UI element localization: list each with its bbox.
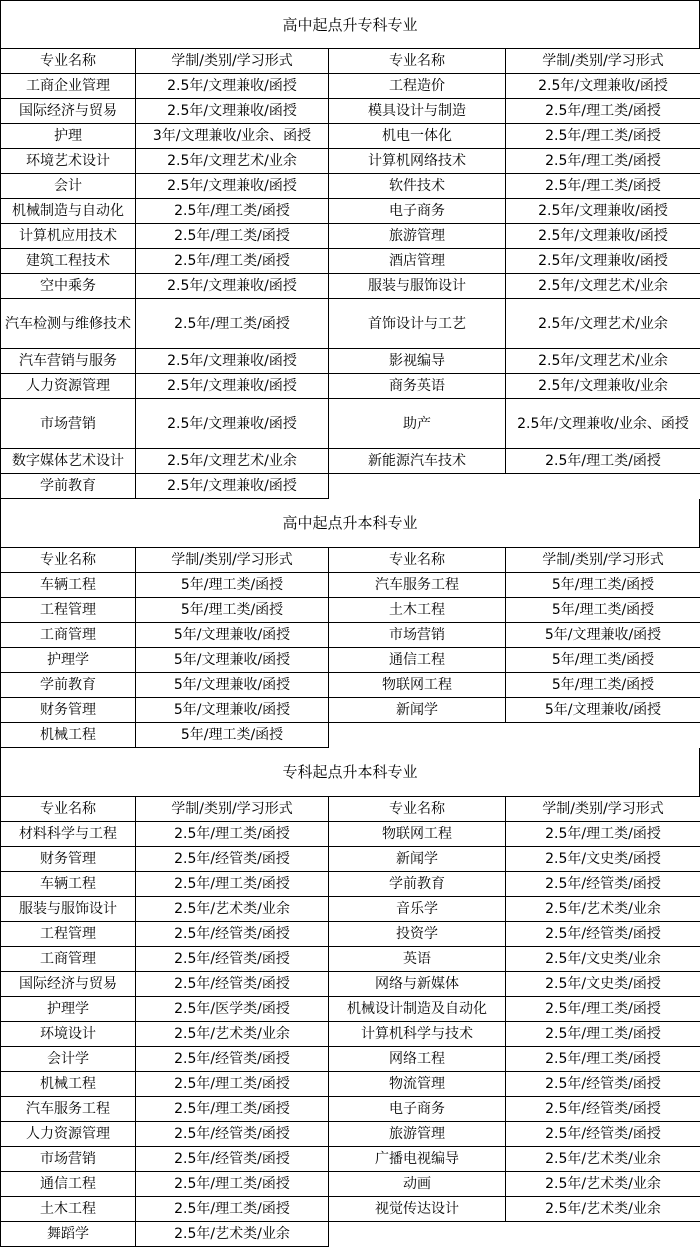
major-name-cell: 软件技术 bbox=[329, 174, 506, 199]
table-row bbox=[1, 972, 700, 997]
program-info-cell: 5年/理工类/函授 bbox=[506, 673, 700, 698]
table-row bbox=[1, 1197, 700, 1222]
major-table bbox=[0, 547, 700, 748]
major-name-cell: 护理学 bbox=[1, 648, 136, 673]
program-info-cell: 2.5年/文史类/业余 bbox=[506, 947, 700, 972]
program-info-cell: 2.5年/文理兼收/函授 bbox=[136, 399, 329, 449]
table-header-row bbox=[1, 548, 700, 573]
program-info-cell: 2.5年/文史类/函授 bbox=[506, 847, 700, 872]
major-name-cell: 车辆工程 bbox=[1, 872, 136, 897]
empty-cell bbox=[329, 1222, 506, 1247]
table-row bbox=[1, 74, 700, 99]
major-name-cell: 汽车服务工程 bbox=[1, 1097, 136, 1122]
major-table bbox=[0, 48, 700, 499]
table-row bbox=[1, 99, 700, 124]
major-name-cell: 投资学 bbox=[329, 922, 506, 947]
major-name-cell: 电子商务 bbox=[329, 1097, 506, 1122]
program-info-cell: 2.5年/文理艺术/业余 bbox=[506, 274, 700, 299]
major-table bbox=[0, 796, 700, 1247]
program-info-cell: 2.5年/经管类/函授 bbox=[506, 1072, 700, 1097]
table-row bbox=[1, 1147, 700, 1172]
program-info-cell: 2.5年/文理兼收/函授 bbox=[136, 74, 329, 99]
program-info-cell: 2.5年/文理兼收/函授 bbox=[506, 224, 700, 249]
major-name-cell: 计算机科学与技术 bbox=[329, 1022, 506, 1047]
section-title: 专科起点升本科专业 bbox=[0, 748, 700, 796]
section-title: 高中起点升本科专业 bbox=[0, 499, 700, 547]
program-info-cell: 2.5年/理工类/函授 bbox=[136, 1097, 329, 1122]
major-name-cell: 广播电视编导 bbox=[329, 1147, 506, 1172]
table-row bbox=[1, 1072, 700, 1097]
table-row bbox=[1, 399, 700, 449]
program-info-cell: 2.5年/理工类/函授 bbox=[506, 1047, 700, 1072]
major-name-cell: 工程管理 bbox=[1, 598, 136, 623]
program-info-cell: 2.5年/理工类/函授 bbox=[136, 1197, 329, 1222]
program-info-cell: 2.5年/艺术类/业余 bbox=[136, 897, 329, 922]
program-info-cell: 2.5年/文理兼收/函授 bbox=[136, 274, 329, 299]
major-name-cell: 物流管理 bbox=[329, 1072, 506, 1097]
major-name-cell: 工商企业管理 bbox=[1, 74, 136, 99]
table-row bbox=[1, 249, 700, 274]
program-info-cell: 2.5年/经管类/函授 bbox=[136, 947, 329, 972]
table-row bbox=[1, 822, 700, 847]
major-name-cell: 市场营销 bbox=[329, 623, 506, 648]
program-info-cell: 2.5年/经管类/函授 bbox=[136, 972, 329, 997]
major-name-cell: 车辆工程 bbox=[1, 573, 136, 598]
major-name-cell: 市场营销 bbox=[1, 399, 136, 449]
column-header: 学制/类别/学习形式 bbox=[136, 548, 329, 573]
major-name-cell: 人力资源管理 bbox=[1, 374, 136, 399]
program-info-cell: 5年/文理兼收/函授 bbox=[506, 698, 700, 723]
program-info-cell: 2.5年/经管类/函授 bbox=[136, 847, 329, 872]
program-info-cell: 2.5年/文理艺术/业余 bbox=[136, 149, 329, 174]
major-name-cell: 音乐学 bbox=[329, 897, 506, 922]
table-row bbox=[1, 349, 700, 374]
table-row bbox=[1, 1047, 700, 1072]
table-header-row bbox=[1, 49, 700, 74]
column-header: 专业名称 bbox=[1, 797, 136, 822]
major-name-cell: 机械工程 bbox=[1, 1072, 136, 1097]
major-name-cell: 会计学 bbox=[1, 1047, 136, 1072]
major-name-cell: 工程造价 bbox=[329, 74, 506, 99]
program-info-cell: 2.5年/文史类/函授 bbox=[506, 972, 700, 997]
empty-cell bbox=[506, 474, 700, 499]
major-name-cell: 英语 bbox=[329, 947, 506, 972]
table-row bbox=[1, 449, 700, 474]
major-name-cell: 通信工程 bbox=[1, 1172, 136, 1197]
program-info-cell: 2.5年/理工类/函授 bbox=[506, 822, 700, 847]
table-row bbox=[1, 1097, 700, 1122]
major-name-cell: 财务管理 bbox=[1, 698, 136, 723]
table-row bbox=[1, 648, 700, 673]
program-info-cell: 2.5年/理工类/函授 bbox=[136, 1172, 329, 1197]
program-info-cell: 5年/理工类/函授 bbox=[136, 723, 329, 748]
table-row bbox=[1, 474, 700, 499]
major-name-cell: 首饰设计与工艺 bbox=[329, 299, 506, 349]
program-info-cell: 2.5年/经管类/函授 bbox=[136, 1147, 329, 1172]
major-name-cell: 环境设计 bbox=[1, 1022, 136, 1047]
major-name-cell: 网络与新媒体 bbox=[329, 972, 506, 997]
major-name-cell: 酒店管理 bbox=[329, 249, 506, 274]
program-info-cell: 2.5年/经管类/函授 bbox=[506, 872, 700, 897]
major-name-cell: 环境艺术设计 bbox=[1, 149, 136, 174]
table-row bbox=[1, 698, 700, 723]
major-name-cell: 舞蹈学 bbox=[1, 1222, 136, 1247]
program-info-cell: 2.5年/理工类/函授 bbox=[506, 174, 700, 199]
major-name-cell: 机械设计制造及自动化 bbox=[329, 997, 506, 1022]
table-row bbox=[1, 922, 700, 947]
program-info-cell: 2.5年/文理艺术/业余 bbox=[506, 299, 700, 349]
major-name-cell: 新能源汽车技术 bbox=[329, 449, 506, 474]
major-name-cell: 机械工程 bbox=[1, 723, 136, 748]
program-info-cell: 2.5年/理工类/函授 bbox=[506, 149, 700, 174]
table-row bbox=[1, 274, 700, 299]
program-info-cell: 2.5年/经管类/函授 bbox=[506, 1122, 700, 1147]
major-name-cell: 汽车服务工程 bbox=[329, 573, 506, 598]
major-name-cell: 机械制造与自动化 bbox=[1, 199, 136, 224]
major-name-cell: 数字媒体艺术设计 bbox=[1, 449, 136, 474]
table-row bbox=[1, 1122, 700, 1147]
program-info-cell: 2.5年/文理兼收/函授 bbox=[506, 199, 700, 224]
major-name-cell: 影视编导 bbox=[329, 349, 506, 374]
major-name-cell: 物联网工程 bbox=[329, 822, 506, 847]
major-name-cell: 学前教育 bbox=[1, 474, 136, 499]
program-info-cell: 2.5年/文理兼收/函授 bbox=[136, 174, 329, 199]
table-row bbox=[1, 199, 700, 224]
program-info-cell: 5年/理工类/函授 bbox=[506, 598, 700, 623]
major-name-cell: 工商管理 bbox=[1, 947, 136, 972]
table-row bbox=[1, 947, 700, 972]
program-info-cell: 2.5年/理工类/函授 bbox=[136, 822, 329, 847]
table-header-row bbox=[1, 797, 700, 822]
program-info-cell: 2.5年/理工类/函授 bbox=[136, 872, 329, 897]
table-row bbox=[1, 598, 700, 623]
program-info-cell: 2.5年/理工类/函授 bbox=[506, 1022, 700, 1047]
major-name-cell: 动画 bbox=[329, 1172, 506, 1197]
major-name-cell: 土木工程 bbox=[1, 1197, 136, 1222]
table-row bbox=[1, 299, 700, 349]
major-name-cell: 建筑工程技术 bbox=[1, 249, 136, 274]
table-row bbox=[1, 723, 700, 748]
program-info-cell: 2.5年/文理兼收/函授 bbox=[136, 349, 329, 374]
major-name-cell: 国际经济与贸易 bbox=[1, 99, 136, 124]
major-name-cell: 视觉传达设计 bbox=[329, 1197, 506, 1222]
table-row bbox=[1, 573, 700, 598]
program-info-cell: 5年/文理兼收/函授 bbox=[506, 623, 700, 648]
program-info-cell: 2.5年/理工类/函授 bbox=[506, 124, 700, 149]
column-header: 专业名称 bbox=[329, 797, 506, 822]
table-row bbox=[1, 174, 700, 199]
column-header: 专业名称 bbox=[1, 49, 136, 74]
program-info-cell: 2.5年/艺术类/业余 bbox=[506, 1147, 700, 1172]
major-name-cell: 护理 bbox=[1, 124, 136, 149]
program-info-cell: 2.5年/理工类/函授 bbox=[506, 99, 700, 124]
empty-cell bbox=[329, 723, 506, 748]
table-row bbox=[1, 1022, 700, 1047]
column-header: 专业名称 bbox=[329, 49, 506, 74]
table-row bbox=[1, 897, 700, 922]
major-name-cell: 工程管理 bbox=[1, 922, 136, 947]
major-name-cell: 电子商务 bbox=[329, 199, 506, 224]
major-name-cell: 会计 bbox=[1, 174, 136, 199]
major-name-cell: 汽车检测与维修技术 bbox=[1, 299, 136, 349]
table-row bbox=[1, 374, 700, 399]
major-name-cell: 材料科学与工程 bbox=[1, 822, 136, 847]
table-row bbox=[1, 847, 700, 872]
program-info-cell: 2.5年/医学类/函授 bbox=[136, 997, 329, 1022]
program-info-cell: 2.5年/艺术类/业余 bbox=[506, 897, 700, 922]
program-info-cell: 5年/理工类/函授 bbox=[136, 573, 329, 598]
program-info-cell: 5年/理工类/函授 bbox=[506, 573, 700, 598]
major-name-cell: 计算机网络技术 bbox=[329, 149, 506, 174]
program-info-cell: 2.5年/理工类/函授 bbox=[506, 449, 700, 474]
program-info-cell: 2.5年/文理兼收/函授 bbox=[506, 249, 700, 274]
empty-cell bbox=[329, 474, 506, 499]
major-name-cell: 护理学 bbox=[1, 997, 136, 1022]
program-info-cell: 5年/文理兼收/函授 bbox=[136, 673, 329, 698]
major-name-cell: 助产 bbox=[329, 399, 506, 449]
program-info-cell: 2.5年/文理艺术/业余 bbox=[506, 349, 700, 374]
program-info-cell: 5年/文理兼收/函授 bbox=[136, 698, 329, 723]
section bbox=[0, 499, 700, 748]
program-info-cell: 5年/文理兼收/函授 bbox=[136, 623, 329, 648]
program-info-cell: 2.5年/理工类/函授 bbox=[506, 997, 700, 1022]
major-name-cell: 空中乘务 bbox=[1, 274, 136, 299]
table-row bbox=[1, 1172, 700, 1197]
program-info-cell: 2.5年/艺术类/业余 bbox=[506, 1172, 700, 1197]
major-name-cell: 服装与服饰设计 bbox=[329, 274, 506, 299]
program-info-cell: 5年/理工类/函授 bbox=[136, 598, 329, 623]
program-info-cell: 2.5年/经管类/函授 bbox=[506, 1097, 700, 1122]
column-header: 学制/类别/学习形式 bbox=[506, 49, 700, 74]
empty-cell bbox=[506, 723, 700, 748]
column-header: 专业名称 bbox=[329, 548, 506, 573]
major-name-cell: 旅游管理 bbox=[329, 1122, 506, 1147]
program-info-cell: 3年/文理兼收/业余、函授 bbox=[136, 124, 329, 149]
major-name-cell: 服装与服饰设计 bbox=[1, 897, 136, 922]
program-info-cell: 2.5年/理工类/函授 bbox=[136, 199, 329, 224]
program-info-cell: 2.5年/文理兼收/函授 bbox=[136, 374, 329, 399]
section bbox=[0, 748, 700, 1247]
major-name-cell: 财务管理 bbox=[1, 847, 136, 872]
major-name-cell: 通信工程 bbox=[329, 648, 506, 673]
table-row bbox=[1, 149, 700, 174]
major-name-cell: 学前教育 bbox=[1, 673, 136, 698]
program-info-cell: 2.5年/理工类/函授 bbox=[136, 1072, 329, 1097]
table-row bbox=[1, 124, 700, 149]
program-info-cell: 2.5年/理工类/函授 bbox=[136, 299, 329, 349]
program-info-cell: 2.5年/经管类/函授 bbox=[136, 922, 329, 947]
major-name-cell: 物联网工程 bbox=[329, 673, 506, 698]
major-name-cell: 新闻学 bbox=[329, 698, 506, 723]
major-name-cell: 新闻学 bbox=[329, 847, 506, 872]
section-title: 高中起点升专科专业 bbox=[0, 0, 700, 48]
table-row bbox=[1, 872, 700, 897]
program-info-cell: 2.5年/经管类/函授 bbox=[506, 922, 700, 947]
major-name-cell: 汽车营销与服务 bbox=[1, 349, 136, 374]
major-name-cell: 模具设计与制造 bbox=[329, 99, 506, 124]
program-info-cell: 2.5年/文理兼收/函授 bbox=[136, 474, 329, 499]
program-info-cell: 2.5年/文理兼收/函授 bbox=[506, 74, 700, 99]
column-header: 学制/类别/学习形式 bbox=[506, 548, 700, 573]
major-name-cell: 计算机应用技术 bbox=[1, 224, 136, 249]
table-row bbox=[1, 997, 700, 1022]
empty-cell bbox=[506, 1222, 700, 1247]
program-info-cell: 2.5年/经管类/函授 bbox=[136, 1047, 329, 1072]
program-info-cell: 2.5年/文理兼收/业余、函授 bbox=[506, 399, 700, 449]
program-info-cell: 2.5年/艺术类/业余 bbox=[136, 1022, 329, 1047]
column-header: 学制/类别/学习形式 bbox=[506, 797, 700, 822]
table-row bbox=[1, 673, 700, 698]
program-info-cell: 5年/文理兼收/函授 bbox=[136, 648, 329, 673]
major-name-cell: 机电一体化 bbox=[329, 124, 506, 149]
major-name-cell: 工商管理 bbox=[1, 623, 136, 648]
program-info-cell: 2.5年/文理兼收/函授 bbox=[136, 99, 329, 124]
table-row bbox=[1, 1222, 700, 1247]
section bbox=[0, 0, 700, 499]
column-header: 学制/类别/学习形式 bbox=[136, 797, 329, 822]
major-name-cell: 土木工程 bbox=[329, 598, 506, 623]
major-name-cell: 人力资源管理 bbox=[1, 1122, 136, 1147]
major-name-cell: 学前教育 bbox=[329, 872, 506, 897]
column-header: 专业名称 bbox=[1, 548, 136, 573]
major-name-cell: 市场营销 bbox=[1, 1147, 136, 1172]
program-info-cell: 2.5年/理工类/函授 bbox=[136, 224, 329, 249]
program-info-cell: 2.5年/文理艺术/业余 bbox=[136, 449, 329, 474]
table-row bbox=[1, 623, 700, 648]
program-info-cell: 2.5年/艺术类/业余 bbox=[136, 1222, 329, 1247]
program-info-cell: 2.5年/理工类/函授 bbox=[136, 249, 329, 274]
major-name-cell: 国际经济与贸易 bbox=[1, 972, 136, 997]
program-info-cell: 2.5年/艺术类/业余 bbox=[506, 1197, 700, 1222]
table-row bbox=[1, 224, 700, 249]
column-header: 学制/类别/学习形式 bbox=[136, 49, 329, 74]
major-name-cell: 旅游管理 bbox=[329, 224, 506, 249]
program-info-cell: 5年/理工类/函授 bbox=[506, 648, 700, 673]
major-name-cell: 网络工程 bbox=[329, 1047, 506, 1072]
major-name-cell: 商务英语 bbox=[329, 374, 506, 399]
program-info-cell: 2.5年/经管类/函授 bbox=[136, 1122, 329, 1147]
program-info-cell: 2.5年/文理兼收/业余 bbox=[506, 374, 700, 399]
